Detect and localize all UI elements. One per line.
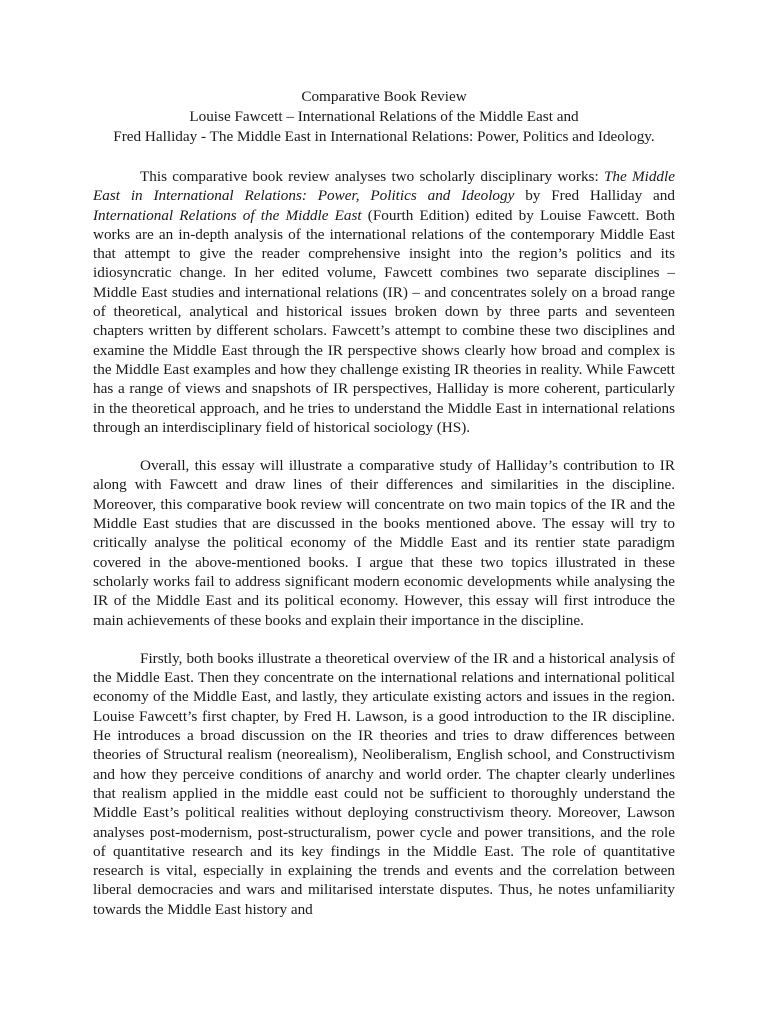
review-subtitle-fawcett: Louise Fawcett – International Relations of the Middle East and: [189, 108, 579, 125]
paragraph-1: [93, 167, 675, 437]
paragraph-1-text-c: (Fourth Edition) edited by Louise Fawcett. Both works are an in-depth analysis of the international relations of the contemporary Middle East that attempt to give the reader comprehensive insight into the region’s politics and its idiosyncratic change. In her edited volume, Fawcett combines two separate disciplines – Middle East studies and international relations (IR) – and concentrates solely on a broad range of theoretical, analytical and historical issues broken down by three parts and seventeen chapters written by different scholars. Fawcett’s attempt to combine these two disciplines and examine the Middle East through the IR perspective shows clearly how broad and complex is the Middle East examples and how they challenge existing IR theories in reality. While Fawcett has a range of views and snapshots of IR perspectives, Halliday is more coherent, particularly in the theoretical approach, and he tries to understand the Middle East in international relations through an interdisciplinary field of historical sociology (HS).: [93, 206, 675, 436]
review-subtitle-halliday: Fred Halliday - The Middle East in International Relations: Power, Politics and Ideology.: [113, 128, 655, 145]
paragraph-3: Firstly, both books illustrate a theoretical overview of the IR and a historical analysis of the Middle East. Then they concentrate on the international relations and international political economy of the Middle East, and lastly, they articulate existing actors and issues in the region. Louise Fawcett’s first chapter, by Fred H. Lawson, is a good introduction to the IR discipline. He introduces a broad discussion on the IR theories and tries to draw differences between theories of Structural realism (neorealism), Neoliberalism, English school, and Constructivism and how they perceive conditions of anarchy and world order. The chapter clearly underlines that realism applied in the middle east could not be sufficient to thoroughly understand the Middle East’s political realities without deploying constructivism theory. Moreover, Lawson analyses post-modernism, post-structuralism, power cycle and power transitions, and the role of quantitative research and its key findings in the Middle East. The role of quantitative research is vital, especially in explaining the trends and events and the correlation between liberal democracies and wars and militarised interstate disputes. Thus, he notes unfamiliarity towards the Middle East history and: [93, 649, 675, 918]
review-title: Comparative Book Review: [301, 88, 467, 105]
paragraph-2: Overall, this essay will illustrate a comparative study of Halliday’s contribution to IR along with Fawcett and draw lines of their differences and similarities in the discipline. Moreover, this comparative book review will concentrate on two main topics of the IR and the Middle East studies that are discussed in the books mentioned above. The essay will try to critically analyse the political economy of the Middle East and its rentier state paradigm covered in the above-mentioned books. I argue that these two topics illustrated in these scholarly works fail to address significant modern economic developments while analysing the IR of the Middle East and its political economy. However, this essay will first introduce the main achievements of these books and explain their importance in the discipline.: [93, 457, 675, 629]
paragraph-1-text-a: This comparative book review analyses two scholarly disciplinary works:: [140, 168, 604, 185]
book-title-fawcett: International Relations of the Middle East: [93, 206, 362, 224]
document-header: [93, 87, 675, 147]
paragraph-1-text-b: by Fred Halliday and: [514, 187, 675, 205]
book-title-halliday: The Middle East in International Relations: Power, Politics and Ideology: [93, 168, 675, 205]
